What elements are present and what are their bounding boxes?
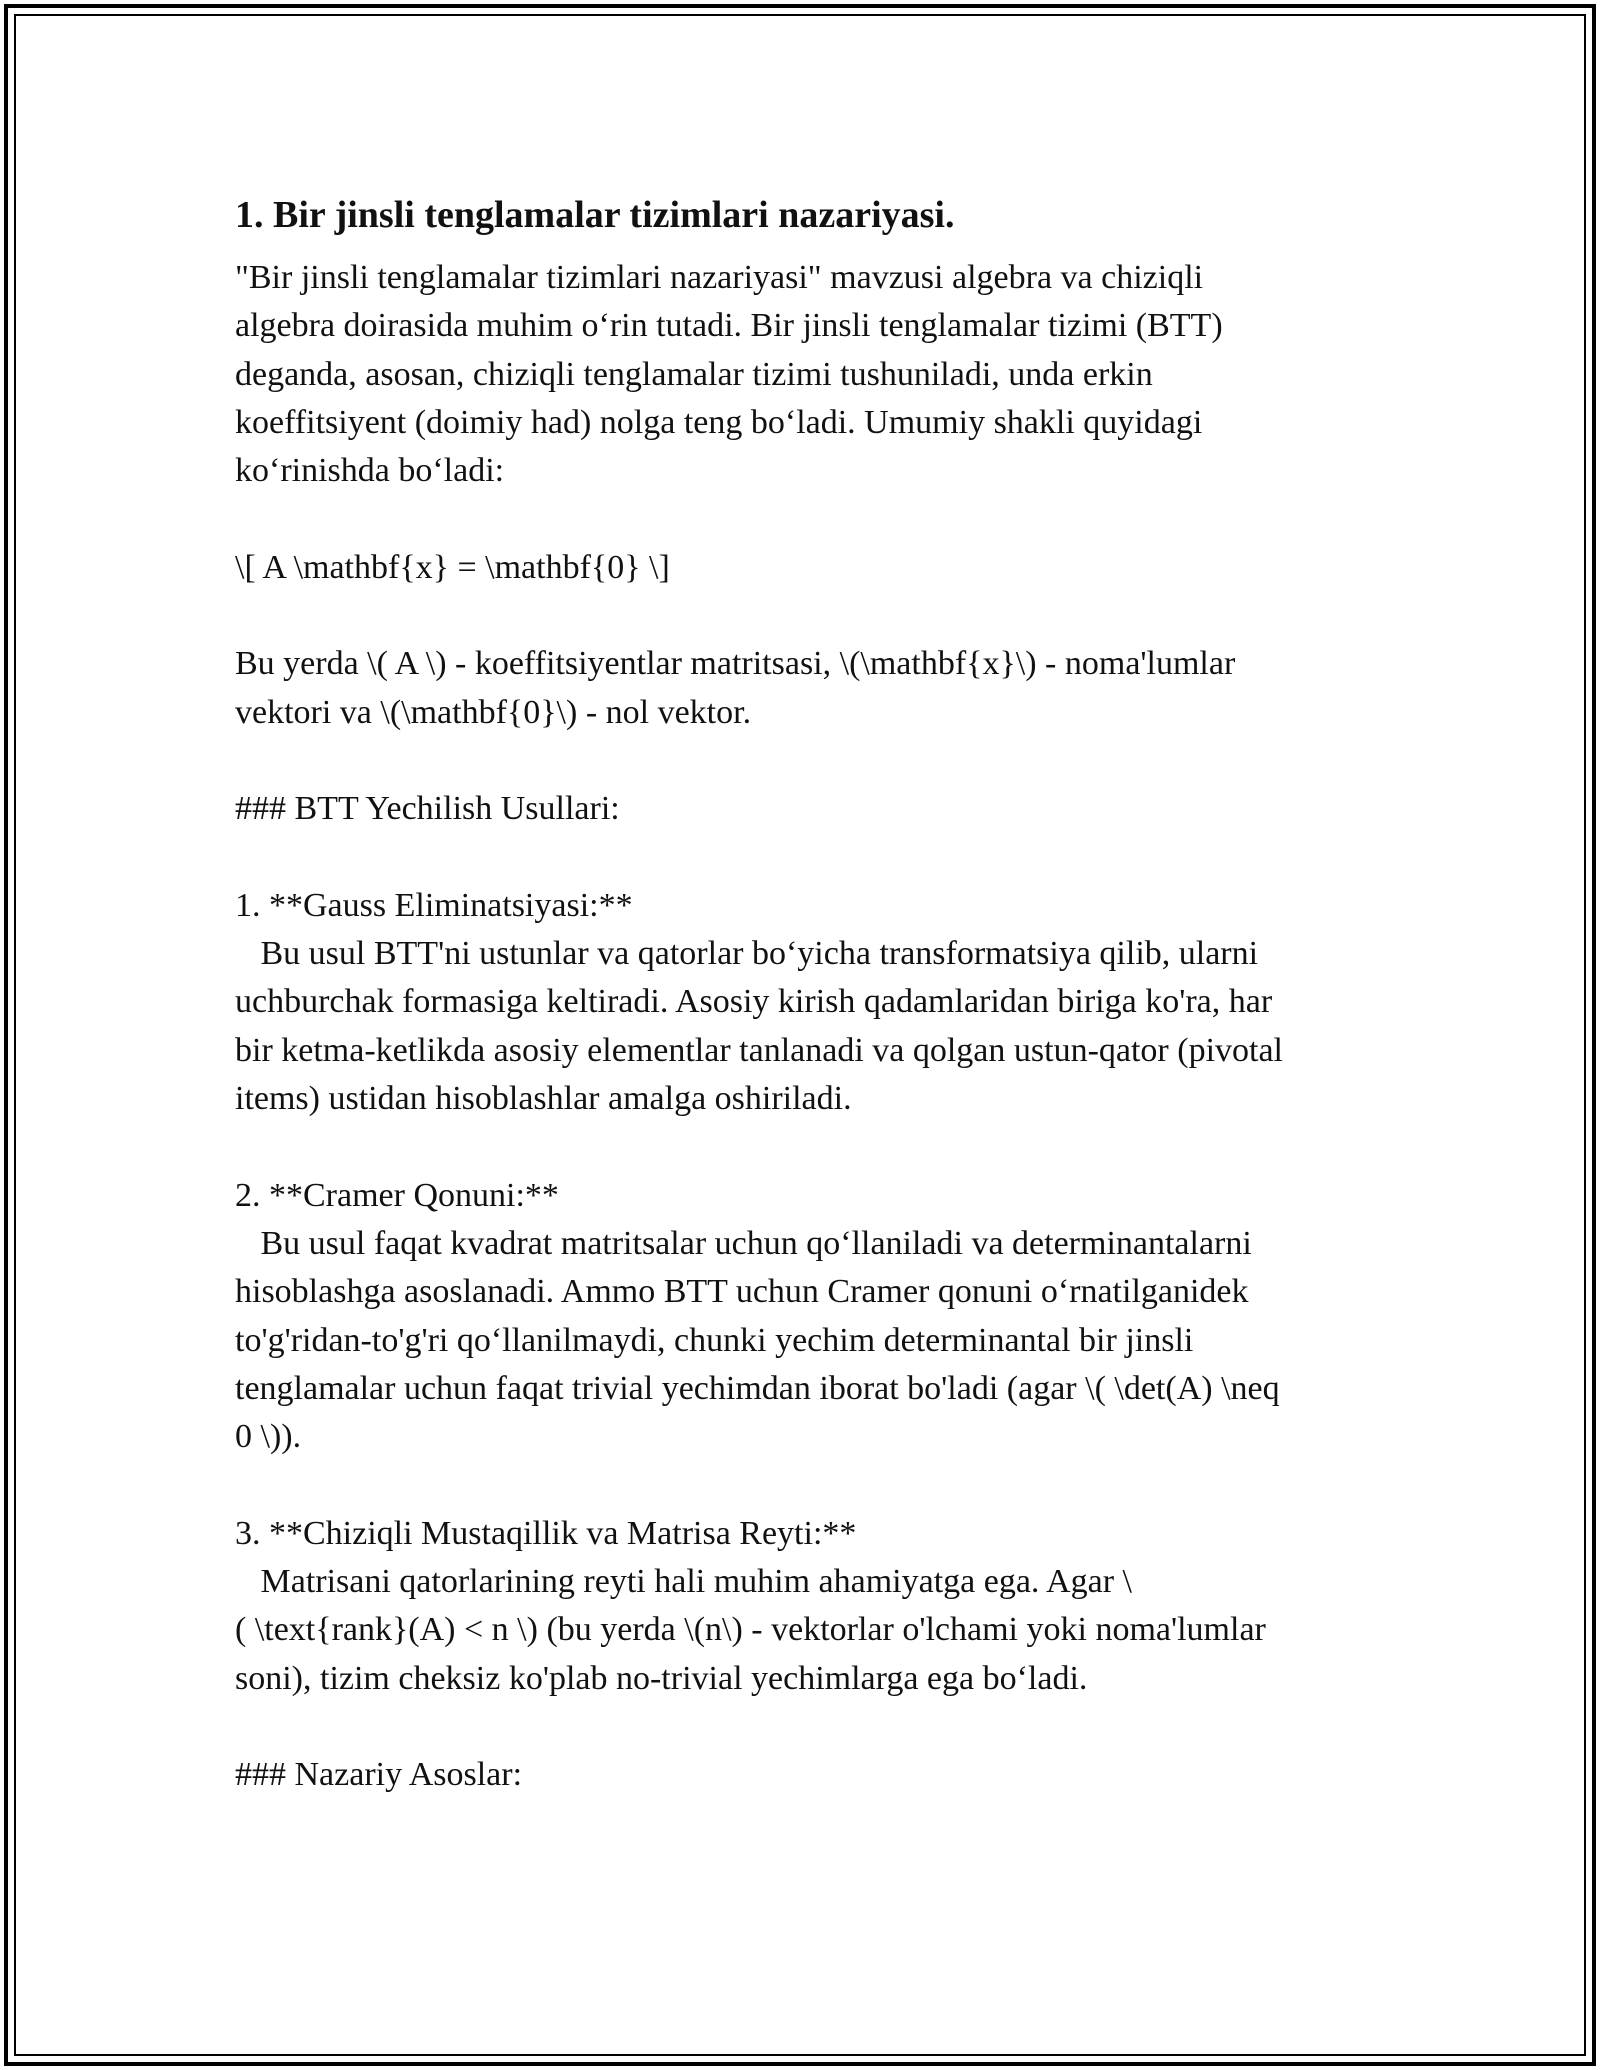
method-1-title: 1. **Gauss Eliminatsiyasi:**	[235, 886, 633, 924]
document-title: 1. Bir jinsli tenglamalar tizimlari nazariyasi.	[235, 194, 955, 236]
methods-heading: ### BTT Yechilish Usullari:	[235, 790, 620, 828]
spacer	[235, 1461, 1385, 1509]
where-paragraph: Bu yerda \( A \) - koeffitsiyentlar matritsasi, \(\mathbf{x}\) - noma'lumlar vektori va \(\mathbf{0}\) - nol vektor.	[235, 645, 1236, 731]
spacer	[235, 592, 1385, 640]
document-body	[235, 188, 1385, 1800]
method-3-title: 3. **Chiziqli Mustaqillik va Matrisa Reyti:**	[235, 1514, 857, 1552]
method-2-body: Bu usul faqat kvadrat matritsalar uchun qo‘llaniladi va determinantalarni hisoblashga asoslanadi. Ammo BTT uchun Cramer qonuni o‘rnatilganidek to'g'ridan-to'g'ri qo‘llanilmaydi, chunki yechim determinantal bir jinsli tenglamalar uchun faqat trivial yechimdan iborat bo'ladi (agar \( \det(A) \neq 0 \)).	[235, 1224, 1280, 1456]
theory-heading: ### Nazariy Asoslar:	[235, 1756, 523, 1794]
spacer	[235, 1123, 1385, 1171]
spacer	[235, 1703, 1385, 1751]
method-1-body: Bu usul BTT'ni ustunlar va qatorlar bo‘yicha transformatsiya qilib, ularni uchburchak formasiga keltiradi. Asosiy kirish qadamlaridan biriga ko'ra, har bir ketma-ketlikda asosiy elementlar tanlanadi va qolgan ustun-qator (pivotal items) ustidan hisoblashlar amalga oshiriladi.	[235, 935, 1284, 1118]
spacer	[235, 737, 1385, 785]
method-3-body: Matrisani qatorlarining reyti hali muhim ahamiyatga ega. Agar \ ( \text{rank}(A) < n \) (bu yerda \(n\) - vektorlar o'lchami yoki noma'lumlar soni), tizim cheksiz ko'plab no-trivial yechimlarga ega bo‘ladi.	[235, 1563, 1266, 1697]
intro-paragraph: "Bir jinsli tenglamalar tizimlari nazariyasi" mavzusi algebra va chiziqli algebra doirasida muhim o‘rin tutadi. Bir jinsli tenglamalar tizimi (BTT) deganda, asosan, chiziqli tenglamalar tizimi tushuniladi, unda erkin koeffitsiyent (doimiy had) nolga teng bo‘ladi. Umumiy shakli quyidagi ko‘rinishda bo‘ladi:	[235, 259, 1223, 490]
spacer	[235, 495, 1385, 543]
spacer	[235, 834, 1385, 882]
formula-line: \[ A \mathbf{x} = \mathbf{0} \]	[235, 548, 670, 586]
method-2-title: 2. **Cramer Qonuni:**	[235, 1176, 559, 1214]
